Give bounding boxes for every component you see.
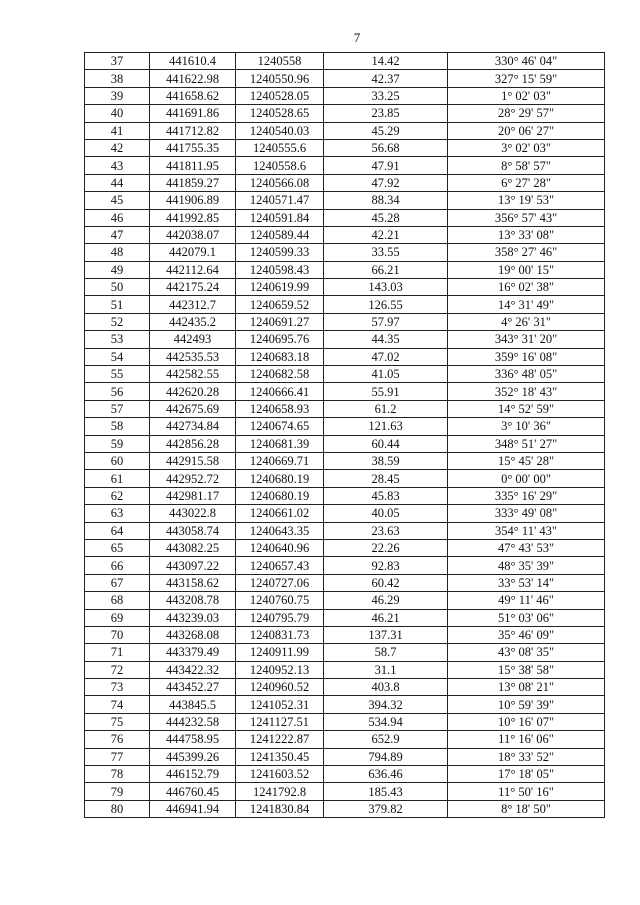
distance-cell: 794.89 (324, 748, 448, 765)
distance-cell: 46.21 (324, 609, 448, 626)
point-number-cell: 59 (85, 435, 150, 452)
point-number-cell: 52 (85, 313, 150, 330)
point-number-cell: 71 (85, 644, 150, 661)
point-number-cell: 61 (85, 470, 150, 487)
bearing-cell: 10° 16' 07" (448, 713, 605, 730)
bearing-cell: 49° 11' 46" (448, 592, 605, 609)
distance-cell: 55.91 (324, 383, 448, 400)
x-coordinate-cell: 442582.55 (150, 366, 236, 383)
bearing-cell: 15° 38' 58" (448, 661, 605, 678)
x-coordinate-cell: 441811.95 (150, 157, 236, 174)
point-number-cell: 62 (85, 487, 150, 504)
bearing-cell: 0° 00' 00" (448, 470, 605, 487)
y-coordinate-cell: 1240681.39 (236, 435, 324, 452)
point-number-cell: 44 (85, 174, 150, 191)
y-coordinate-cell: 1240599.33 (236, 244, 324, 261)
table-row (85, 279, 605, 296)
bearing-cell: 18° 33' 52" (448, 748, 605, 765)
point-number-cell: 40 (85, 105, 150, 122)
bearing-cell: 356° 57' 43" (448, 209, 605, 226)
distance-cell: 46.29 (324, 592, 448, 609)
table-row (85, 539, 605, 556)
point-number-cell: 43 (85, 157, 150, 174)
distance-cell: 88.34 (324, 192, 448, 209)
point-number-cell: 77 (85, 748, 150, 765)
y-coordinate-cell: 1240682.58 (236, 366, 324, 383)
y-coordinate-cell: 1241792.8 (236, 783, 324, 800)
point-number-cell: 79 (85, 783, 150, 800)
x-coordinate-cell: 443082.25 (150, 539, 236, 556)
distance-cell: 185.43 (324, 783, 448, 800)
bearing-cell: 354° 11' 43" (448, 522, 605, 539)
bearing-cell: 3° 10' 36" (448, 418, 605, 435)
bearing-cell: 333° 49' 08" (448, 505, 605, 522)
point-number-cell: 60 (85, 452, 150, 469)
distance-cell: 45.83 (324, 487, 448, 504)
bearing-cell: 13° 33' 08" (448, 226, 605, 243)
point-number-cell: 63 (85, 505, 150, 522)
table-row (85, 574, 605, 591)
y-coordinate-cell: 1241127.51 (236, 713, 324, 730)
bearing-cell: 43° 08' 35" (448, 644, 605, 661)
y-coordinate-cell: 1240591.84 (236, 209, 324, 226)
table-row (85, 696, 605, 713)
y-coordinate-cell: 1240666.41 (236, 383, 324, 400)
point-number-cell: 70 (85, 626, 150, 643)
distance-cell: 652.9 (324, 731, 448, 748)
bearing-cell: 358° 27' 46" (448, 244, 605, 261)
bearing-cell: 6° 27' 28" (448, 174, 605, 191)
point-number-cell: 38 (85, 70, 150, 87)
table-row (85, 766, 605, 783)
bearing-cell: 327° 15' 59" (448, 70, 605, 87)
distance-cell: 33.55 (324, 244, 448, 261)
bearing-cell: 359° 16' 08" (448, 348, 605, 365)
table-row (85, 366, 605, 383)
distance-cell: 394.32 (324, 696, 448, 713)
y-coordinate-cell: 1240960.52 (236, 679, 324, 696)
x-coordinate-cell: 442856.28 (150, 435, 236, 452)
table-row (85, 348, 605, 365)
table-row (85, 383, 605, 400)
table-row (85, 261, 605, 278)
x-coordinate-cell: 441906.89 (150, 192, 236, 209)
point-number-cell: 37 (85, 53, 150, 70)
y-coordinate-cell: 1240683.18 (236, 348, 324, 365)
x-coordinate-cell: 442620.28 (150, 383, 236, 400)
x-coordinate-cell: 443422.32 (150, 661, 236, 678)
y-coordinate-cell: 1240795.79 (236, 609, 324, 626)
table-row (85, 139, 605, 156)
distance-cell: 92.83 (324, 557, 448, 574)
x-coordinate-cell: 442435.2 (150, 313, 236, 330)
y-coordinate-cell: 1241350.45 (236, 748, 324, 765)
y-coordinate-cell: 1240550.96 (236, 70, 324, 87)
table-row (85, 331, 605, 348)
table-row (85, 783, 605, 800)
table-row (85, 122, 605, 139)
bearing-cell: 19° 00' 15" (448, 261, 605, 278)
distance-cell: 45.29 (324, 122, 448, 139)
y-coordinate-cell: 1240566.08 (236, 174, 324, 191)
point-number-cell: 56 (85, 383, 150, 400)
table-row (85, 731, 605, 748)
table-row (85, 470, 605, 487)
x-coordinate-cell: 442915.58 (150, 452, 236, 469)
x-coordinate-cell: 442952.72 (150, 470, 236, 487)
point-number-cell: 67 (85, 574, 150, 591)
point-number-cell: 75 (85, 713, 150, 730)
x-coordinate-cell: 443058.74 (150, 522, 236, 539)
bearing-cell: 28° 29' 57" (448, 105, 605, 122)
bearing-cell: 17° 18' 05" (448, 766, 605, 783)
x-coordinate-cell: 442112.64 (150, 261, 236, 278)
x-coordinate-cell: 441658.62 (150, 87, 236, 104)
bearing-cell: 35° 46' 09" (448, 626, 605, 643)
point-number-cell: 66 (85, 557, 150, 574)
x-coordinate-cell: 441755.35 (150, 139, 236, 156)
distance-cell: 33.25 (324, 87, 448, 104)
table-row (85, 748, 605, 765)
distance-cell: 379.82 (324, 800, 448, 817)
point-number-cell: 47 (85, 226, 150, 243)
bearing-cell: 348° 51' 27" (448, 435, 605, 452)
y-coordinate-cell: 1240571.47 (236, 192, 324, 209)
distance-cell: 44.35 (324, 331, 448, 348)
table-row (85, 53, 605, 70)
bearing-cell: 14° 31' 49" (448, 296, 605, 313)
table-row (85, 313, 605, 330)
y-coordinate-cell: 1240558.6 (236, 157, 324, 174)
y-coordinate-cell: 1240661.02 (236, 505, 324, 522)
y-coordinate-cell: 1241830.84 (236, 800, 324, 817)
x-coordinate-cell: 443452.27 (150, 679, 236, 696)
x-coordinate-cell: 441622.98 (150, 70, 236, 87)
table-row (85, 505, 605, 522)
distance-cell: 40.05 (324, 505, 448, 522)
distance-cell: 534.94 (324, 713, 448, 730)
table-row (85, 296, 605, 313)
x-coordinate-cell: 442675.69 (150, 400, 236, 417)
y-coordinate-cell: 1241222.87 (236, 731, 324, 748)
x-coordinate-cell: 442175.24 (150, 279, 236, 296)
point-number-cell: 42 (85, 139, 150, 156)
table-row (85, 609, 605, 626)
x-coordinate-cell: 441712.82 (150, 122, 236, 139)
distance-cell: 60.44 (324, 435, 448, 452)
distance-cell: 143.03 (324, 279, 448, 296)
table-row (85, 174, 605, 191)
y-coordinate-cell: 1240598.43 (236, 261, 324, 278)
table-row (85, 435, 605, 452)
distance-cell: 47.92 (324, 174, 448, 191)
x-coordinate-cell: 442079.1 (150, 244, 236, 261)
distance-cell: 23.85 (324, 105, 448, 122)
y-coordinate-cell: 1240643.35 (236, 522, 324, 539)
distance-cell: 47.91 (324, 157, 448, 174)
point-number-cell: 80 (85, 800, 150, 817)
bearing-cell: 51° 03' 06" (448, 609, 605, 626)
x-coordinate-cell: 446941.94 (150, 800, 236, 817)
point-number-cell: 48 (85, 244, 150, 261)
table-row (85, 522, 605, 539)
bearing-cell: 15° 45' 28" (448, 452, 605, 469)
x-coordinate-cell: 442312.7 (150, 296, 236, 313)
y-coordinate-cell: 1240528.65 (236, 105, 324, 122)
distance-cell: 61.2 (324, 400, 448, 417)
distance-cell: 42.21 (324, 226, 448, 243)
y-coordinate-cell: 1240695.76 (236, 331, 324, 348)
y-coordinate-cell: 1241052.31 (236, 696, 324, 713)
bearing-cell: 4° 26' 31" (448, 313, 605, 330)
bearing-cell: 8° 58' 57" (448, 157, 605, 174)
table-row (85, 226, 605, 243)
bearing-cell: 16° 02' 38" (448, 279, 605, 296)
x-coordinate-cell: 444758.95 (150, 731, 236, 748)
point-number-cell: 73 (85, 679, 150, 696)
y-coordinate-cell: 1240952.13 (236, 661, 324, 678)
x-coordinate-cell: 443239.03 (150, 609, 236, 626)
point-number-cell: 41 (85, 122, 150, 139)
distance-cell: 56.68 (324, 139, 448, 156)
bearing-cell: 10° 59' 39" (448, 696, 605, 713)
distance-cell: 636.46 (324, 766, 448, 783)
distance-cell: 58.7 (324, 644, 448, 661)
bearing-cell: 3° 02' 03" (448, 139, 605, 156)
distance-cell: 23.63 (324, 522, 448, 539)
x-coordinate-cell: 443379.49 (150, 644, 236, 661)
x-coordinate-cell: 441610.4 (150, 53, 236, 70)
table-row (85, 70, 605, 87)
bearing-cell: 13° 19' 53" (448, 192, 605, 209)
y-coordinate-cell: 1240555.6 (236, 139, 324, 156)
x-coordinate-cell: 442535.53 (150, 348, 236, 365)
point-number-cell: 76 (85, 731, 150, 748)
x-coordinate-cell: 442493 (150, 331, 236, 348)
point-number-cell: 39 (85, 87, 150, 104)
point-number-cell: 78 (85, 766, 150, 783)
distance-cell: 42.37 (324, 70, 448, 87)
y-coordinate-cell: 1240657.43 (236, 557, 324, 574)
y-coordinate-cell: 1240659.52 (236, 296, 324, 313)
distance-cell: 41.05 (324, 366, 448, 383)
y-coordinate-cell: 1240831.73 (236, 626, 324, 643)
point-number-cell: 58 (85, 418, 150, 435)
x-coordinate-cell: 443845.5 (150, 696, 236, 713)
distance-cell: 14.42 (324, 53, 448, 70)
bearing-cell: 47° 43' 53" (448, 539, 605, 556)
table-row (85, 713, 605, 730)
y-coordinate-cell: 1240760.75 (236, 592, 324, 609)
bearing-cell: 48° 35' 39" (448, 557, 605, 574)
point-number-cell: 49 (85, 261, 150, 278)
x-coordinate-cell: 442734.84 (150, 418, 236, 435)
distance-cell: 28.45 (324, 470, 448, 487)
table-row (85, 418, 605, 435)
table-row (85, 557, 605, 574)
y-coordinate-cell: 1240680.19 (236, 487, 324, 504)
distance-cell: 403.8 (324, 679, 448, 696)
y-coordinate-cell: 1240619.99 (236, 279, 324, 296)
y-coordinate-cell: 1240528.05 (236, 87, 324, 104)
x-coordinate-cell: 441992.85 (150, 209, 236, 226)
point-number-cell: 74 (85, 696, 150, 713)
table-row (85, 452, 605, 469)
point-number-cell: 50 (85, 279, 150, 296)
y-coordinate-cell: 1240589.44 (236, 226, 324, 243)
bearing-cell: 343° 31' 20" (448, 331, 605, 348)
table-row (85, 679, 605, 696)
distance-cell: 126.55 (324, 296, 448, 313)
point-number-cell: 72 (85, 661, 150, 678)
y-coordinate-cell: 1240640.96 (236, 539, 324, 556)
distance-cell: 57.97 (324, 313, 448, 330)
x-coordinate-cell: 443158.62 (150, 574, 236, 591)
bearing-cell: 8° 18' 50" (448, 800, 605, 817)
distance-cell: 121.63 (324, 418, 448, 435)
table-row (85, 209, 605, 226)
point-number-cell: 54 (85, 348, 150, 365)
x-coordinate-cell: 441691.86 (150, 105, 236, 122)
x-coordinate-cell: 443097.22 (150, 557, 236, 574)
point-number-cell: 46 (85, 209, 150, 226)
distance-cell: 60.42 (324, 574, 448, 591)
point-number-cell: 57 (85, 400, 150, 417)
point-number-cell: 55 (85, 366, 150, 383)
y-coordinate-cell: 1240540.03 (236, 122, 324, 139)
distance-cell: 45.28 (324, 209, 448, 226)
distance-cell: 38.59 (324, 452, 448, 469)
y-coordinate-cell: 1240558 (236, 53, 324, 70)
y-coordinate-cell: 1240680.19 (236, 470, 324, 487)
table-row (85, 244, 605, 261)
y-coordinate-cell: 1240911.99 (236, 644, 324, 661)
point-number-cell: 45 (85, 192, 150, 209)
coordinates-table-body (85, 53, 605, 818)
point-number-cell: 64 (85, 522, 150, 539)
point-number-cell: 65 (85, 539, 150, 556)
bearing-cell: 20° 06' 27" (448, 122, 605, 139)
x-coordinate-cell: 446152.79 (150, 766, 236, 783)
x-coordinate-cell: 444232.58 (150, 713, 236, 730)
table-row (85, 487, 605, 504)
y-coordinate-cell: 1241603.52 (236, 766, 324, 783)
point-number-cell: 69 (85, 609, 150, 626)
table-row (85, 192, 605, 209)
table-row (85, 626, 605, 643)
x-coordinate-cell: 441859.27 (150, 174, 236, 191)
x-coordinate-cell: 442038.07 (150, 226, 236, 243)
y-coordinate-cell: 1240727.06 (236, 574, 324, 591)
page-number: 7 (353, 30, 361, 45)
table-row (85, 644, 605, 661)
table-row (85, 157, 605, 174)
table-row (85, 105, 605, 122)
point-number-cell: 53 (85, 331, 150, 348)
table-row (85, 87, 605, 104)
distance-cell: 31.1 (324, 661, 448, 678)
bearing-cell: 336° 48' 05" (448, 366, 605, 383)
bearing-cell: 11° 16' 06" (448, 731, 605, 748)
distance-cell: 137.31 (324, 626, 448, 643)
bearing-cell: 33° 53' 14" (448, 574, 605, 591)
point-number-cell: 51 (85, 296, 150, 313)
bearing-cell: 335° 16' 29" (448, 487, 605, 504)
x-coordinate-cell: 445399.26 (150, 748, 236, 765)
bearing-cell: 352° 18' 43" (448, 383, 605, 400)
bearing-cell: 1° 02' 03" (448, 87, 605, 104)
table-row (85, 592, 605, 609)
y-coordinate-cell: 1240658.93 (236, 400, 324, 417)
x-coordinate-cell: 443022.8 (150, 505, 236, 522)
y-coordinate-cell: 1240669.71 (236, 452, 324, 469)
x-coordinate-cell: 443268.08 (150, 626, 236, 643)
bearing-cell: 13° 08' 21" (448, 679, 605, 696)
bearing-cell: 14° 52' 59" (448, 400, 605, 417)
distance-cell: 47.02 (324, 348, 448, 365)
x-coordinate-cell: 442981.17 (150, 487, 236, 504)
y-coordinate-cell: 1240691.27 (236, 313, 324, 330)
table-row (85, 800, 605, 817)
distance-cell: 66.21 (324, 261, 448, 278)
point-number-cell: 68 (85, 592, 150, 609)
x-coordinate-cell: 446760.45 (150, 783, 236, 800)
y-coordinate-cell: 1240674.65 (236, 418, 324, 435)
table-row (85, 400, 605, 417)
table-row (85, 661, 605, 678)
bearing-cell: 330° 46' 04" (448, 53, 605, 70)
bearing-cell: 11° 50' 16" (448, 783, 605, 800)
distance-cell: 22.26 (324, 539, 448, 556)
x-coordinate-cell: 443208.78 (150, 592, 236, 609)
coordinates-table (84, 52, 605, 818)
